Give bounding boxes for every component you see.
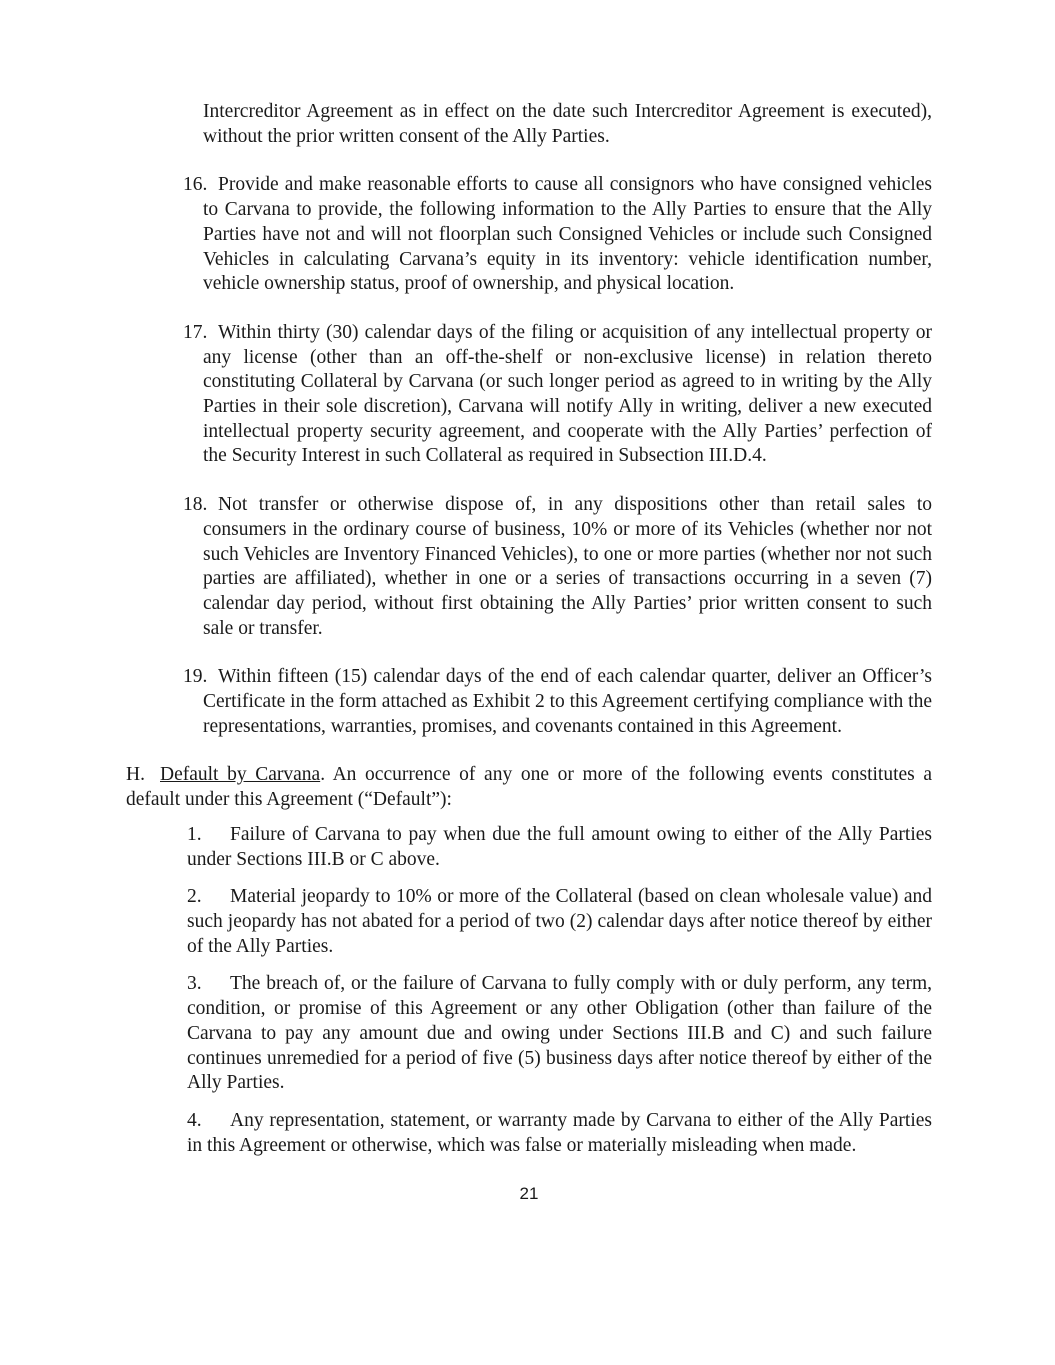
item-text: Not transfer or otherwise dispose of, in any dispositions other than retail sales to consumers in the ordinary course of business, 10% or more of its Vehicles (whether nor not such Vehicles are Inventory Financed Vehicles), to one or more parties (whether nor not such parties are affiliated), whether in one or a series of transactions occurring in a seven (7) calendar day period, without first obtaining the Ally Parties’ prior written consent to such sale or transfer. (203, 494, 932, 639)
default-item-4 (187, 1109, 932, 1158)
numbered-item-16 (183, 173, 932, 297)
item-text: Provide and make reasonable efforts to cause all consignors who have consigned vehicles to Carvana to provide, the following information to the Ally Parties to ensure that the Ally Parties have not and will not floorplan such Consigned Vehicles or include such Consigned Vehicles in calculating Carvana’s equity in its inventory: vehicle identification number, vehicle ownership status, proof of ownership, and physical location. (203, 174, 932, 295)
item-text: Within thirty (30) calendar days of the filing or acquisition of any intellectual property or any license (other than an off-the-shelf or non-exclusive license) in relation thereto constituting Collateral by Carvana (or such longer period as agreed to in writing by the Ally Parties in their sole discretion), Carvana will notify Ally in writing, deliver a new executed intellectual property security agreement, and cooperate with the Ally Parties’ perfection of the Security Interest in such Collateral as required in Subsection III.D.4. (203, 321, 932, 467)
default-item-2 (187, 885, 932, 959)
item-number: 1. (187, 823, 202, 845)
numbered-item-19 (183, 665, 932, 739)
numbered-item-17 (183, 321, 932, 469)
section-h-paragraph (126, 763, 932, 812)
section-heading: Default by Carvana (160, 764, 321, 786)
default-item-1 (187, 823, 932, 872)
item-number: 2. (187, 886, 202, 908)
item-text: Material jeopardy to 10% or more of the Collateral (based on clean wholesale value) and such jeopardy has not abated for a period of two (2) calendar days after notice thereof by either of the Ally Parties. (187, 886, 932, 957)
section-label: H. (126, 764, 145, 786)
item-text: Within fifteen (15) calendar days of the end of each calendar quarter, deliver an Officer’s Certificate in the form attached as Exhibit 2 to this Agreement certifying compliance with the representations, warranties, promises, and covenants contained in this Agreement. (203, 666, 932, 737)
item-number: 17. (183, 321, 208, 343)
intro-continuation-paragraph: Intercreditor Agreement as in effect on the date such Intercreditor Agreement is executed), without the prior written consent of the Ally Parties. (203, 101, 932, 147)
item-number: 4. (187, 1109, 202, 1131)
section-text: . An occurrence of any one or more of the following events constitutes a default under this Agreement (“Default”): (126, 764, 933, 811)
item-text: The breach of, or the failure of Carvana to fully comply with or duly perform, any term, condition, or promise of this Agreement or any other Obligation (other than failure of the Carvana to pay any amount due and owing under Sections III.B and C) and such failure continues unremedied for a period of five (5) business days after notice thereof by either of the Ally Parties. (187, 973, 932, 1094)
document-content (126, 100, 932, 1207)
item-text: Any representation, statement, or warranty made by Carvana to either of the Ally Parties in this Agreement or otherwise, which was false or materially misleading when made. (187, 1109, 932, 1156)
item-number: 19. (183, 666, 208, 688)
item-text: Failure of Carvana to pay when due the full amount owing to either of the Ally Parties under Sections III.B or C above. (187, 823, 932, 870)
numbered-item-18 (183, 493, 932, 641)
default-item-3 (187, 972, 932, 1096)
page-number: 21 (519, 1184, 539, 1204)
item-number: 3. (187, 973, 202, 995)
item-number: 16. (183, 174, 208, 196)
item-number: 18. (183, 494, 208, 516)
